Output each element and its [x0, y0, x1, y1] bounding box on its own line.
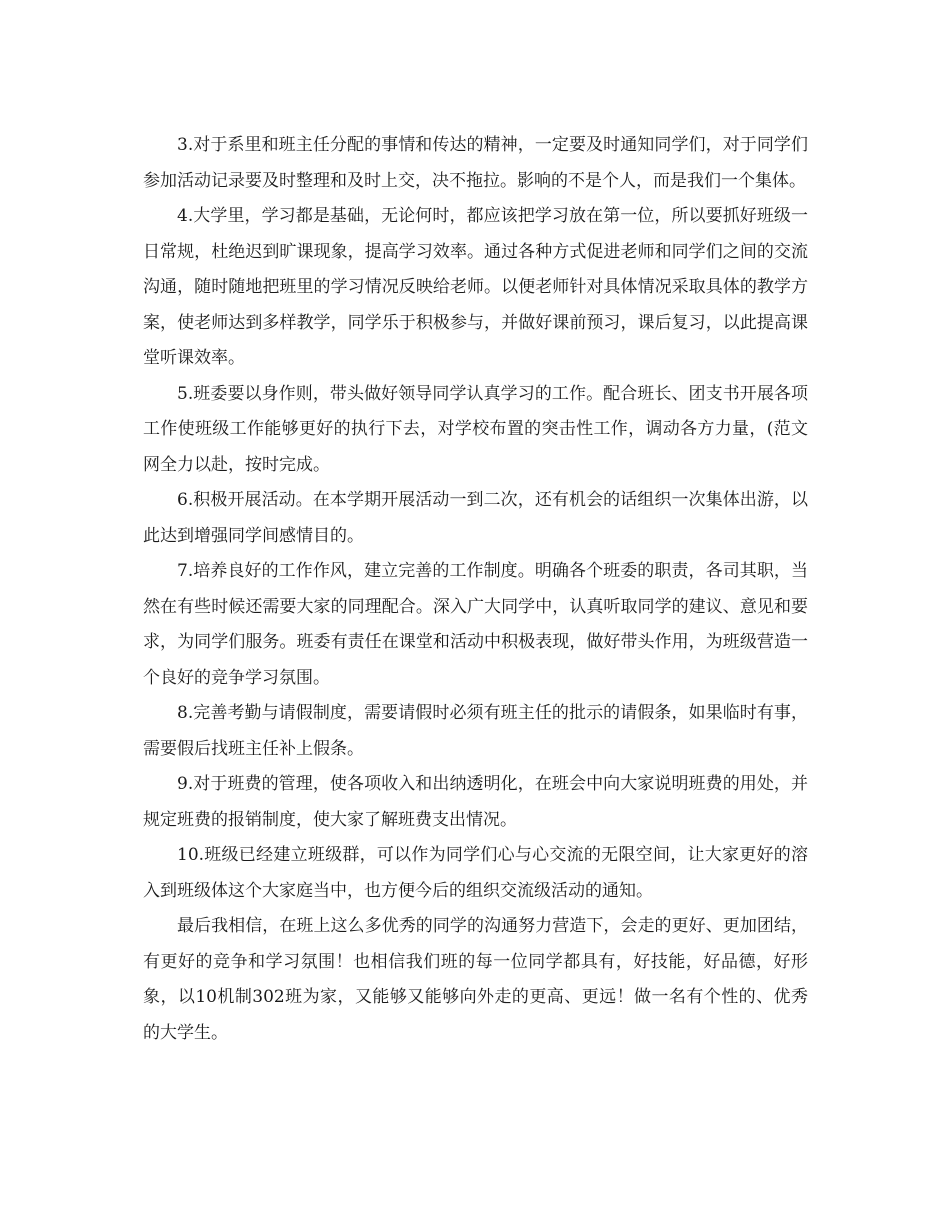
paragraph-item-6: 6.积极开展活动。在本学期开展活动一到二次，还有机会的话组织一次集体出游，以此达到增强同学间感情目的。 — [143, 490, 808, 546]
paragraph-item-3: 3.对于系里和班主任分配的事情和传达的精神，一定要及时通知同学们，对于同学们参加活动记录要及时整理和及时上交，决不拖拉。影响的不是个人，而是我们一个集体。 — [143, 135, 808, 191]
document-body — [143, 128, 808, 1051]
paragraph-item-4: 4.大学里，学习都是基础，无论何时，都应该把学习放在第一位，所以要抓好班级一日常规，杜绝迟到旷课现象，提高学习效率。通过各种方式促进老师和同学们之间的交流沟通，随时随地把班里的学习情况反映给老师。以便老师针对具体情况采取具体的教学方案，使老师达到多样教学，同学乐于积极参与，并做好课前预习，课后复习，以此提高课堂听课效率。 — [143, 206, 808, 368]
paragraph-item-9: 9.对于班费的管理，使各项收入和出纳透明化，在班会中向大家说明班费的用处，并规定班费的报销制度，使大家了解班费支出情况。 — [143, 774, 808, 830]
paragraph-conclusion: 最后我相信，在班上这么多优秀的同学的沟通努力营造下，会走的更好、更加团结，有更好的竞争和学习氛围！也相信我们班的每一位同学都具有，好技能，好品德，好形象，以10机制302班为家，又能够又能够向外走的更高、更远！做一名有个性的、优秀的大学生。 — [143, 916, 808, 1043]
paragraph-item-7: 7.培养良好的工作作风，建立完善的工作制度。明确各个班委的职责，各司其职，当然在有些时候还需要大家的同理配合。深入广大同学中，认真听取同学的建议、意见和要求，为同学们服务。班委有责任在课堂和活动中积极表现，做好带头作用，为班级营造一个良好的竞争学习氛围。 — [143, 561, 808, 688]
paragraph-item-8: 8.完善考勤与请假制度，需要请假时必须有班主任的批示的请假条，如果临时有事，需要假后找班主任补上假条。 — [143, 703, 808, 759]
paragraph-item-5: 5.班委要以身作则，带头做好领导同学认真学习的工作。配合班长、团支书开展各项工作使班级工作能够更好的执行下去，对学校布置的突击性工作，调动各方力量，(范文网全力以赴，按时完成。 — [143, 383, 808, 475]
paragraph-item-10: 10.班级已经建立班级群，可以作为同学们心与心交流的无限空间，让大家更好的溶入到班级体这个大家庭当中，也方便今后的组织交流级活动的通知。 — [143, 845, 808, 901]
